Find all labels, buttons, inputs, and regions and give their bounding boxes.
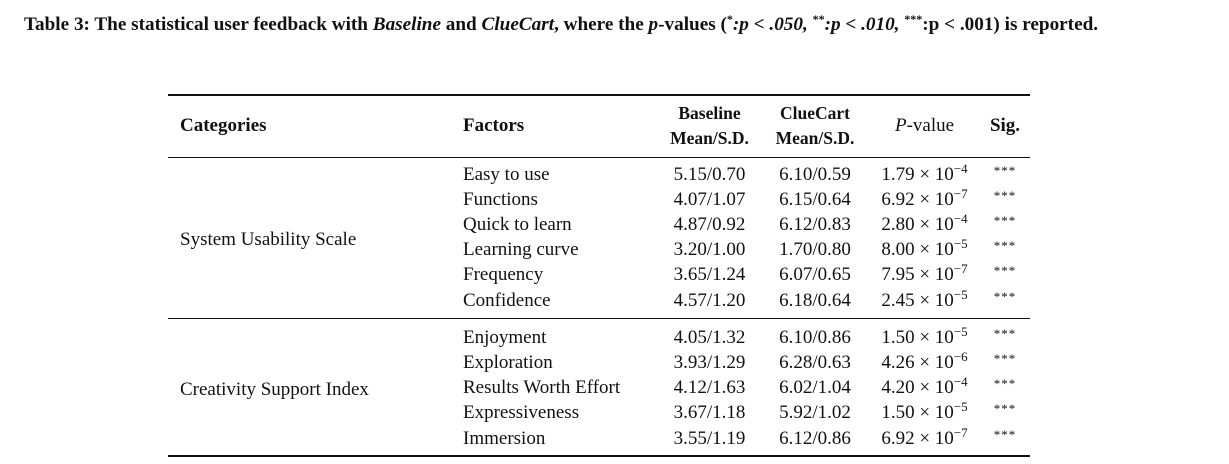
header-factors: Factors bbox=[463, 115, 525, 137]
caption-threshold-010: :p < .010, bbox=[824, 14, 905, 35]
table-caption bbox=[24, 12, 1209, 38]
pvalue-cell bbox=[869, 318, 980, 350]
pvalue-exponent: −5 bbox=[953, 286, 968, 302]
pvalue-mantissa: 1.50 × 10 bbox=[881, 326, 954, 348]
pvalue-cell bbox=[869, 262, 980, 287]
sig-cell bbox=[980, 212, 1030, 237]
sig-cell bbox=[980, 318, 1030, 350]
cluecart-cell: 1.70/0.80 bbox=[779, 239, 851, 261]
factor-cell: Learning curve bbox=[463, 239, 579, 261]
cluecart-cell: 6.12/0.83 bbox=[779, 213, 851, 235]
caption-p-symbol: p bbox=[648, 14, 659, 35]
category-label: Creativity Support Index bbox=[180, 379, 369, 401]
cluecart-cell: 6.10/0.59 bbox=[779, 163, 851, 185]
significance-stars: *** bbox=[993, 401, 1017, 417]
pvalue-cell bbox=[869, 157, 980, 187]
significance-stars: *** bbox=[993, 426, 1017, 442]
caption-star2: ** bbox=[812, 12, 825, 26]
baseline-cell: 4.05/1.32 bbox=[673, 326, 746, 348]
pvalue-mantissa: 4.26 × 10 bbox=[881, 351, 954, 373]
significance-stars: *** bbox=[993, 376, 1017, 392]
factor-cell: Frequency bbox=[463, 264, 544, 286]
caption-star3: *** bbox=[904, 12, 923, 26]
pvalue-mantissa: 1.79 × 10 bbox=[881, 163, 954, 185]
pvalue-mantissa: 2.45 × 10 bbox=[881, 289, 954, 311]
sig-cell bbox=[980, 157, 1030, 187]
table-row bbox=[168, 318, 1030, 350]
baseline-cell: 4.07/1.07 bbox=[673, 188, 746, 210]
group-creativity-support bbox=[168, 318, 1030, 456]
significance-stars: *** bbox=[993, 350, 1017, 366]
pvalue-mantissa: 6.92 × 10 bbox=[881, 427, 954, 449]
pvalue-mantissa: 7.95 × 10 bbox=[881, 264, 954, 286]
table-header bbox=[168, 95, 1030, 157]
header-sig: Sig. bbox=[989, 115, 1021, 137]
sig-cell bbox=[980, 187, 1030, 212]
caption-text: Table 3: The statistical user feedback with bbox=[24, 14, 373, 35]
header-cluecart-line1: ClueCart bbox=[780, 103, 850, 124]
factor-cell: Expressiveness bbox=[463, 402, 580, 424]
pvalue-exponent: −4 bbox=[953, 374, 968, 390]
sig-cell bbox=[980, 426, 1030, 456]
pvalue-mantissa: 6.92 × 10 bbox=[881, 188, 954, 210]
pvalue-mantissa: 8.00 × 10 bbox=[881, 239, 954, 261]
header-pvalue bbox=[869, 95, 980, 157]
baseline-cell: 3.55/1.19 bbox=[673, 427, 746, 449]
caption-baseline: Baseline bbox=[372, 14, 441, 35]
pvalue-cell bbox=[869, 187, 980, 212]
pvalue-exponent: −5 bbox=[953, 236, 968, 252]
pvalue-exponent: −4 bbox=[953, 160, 968, 176]
significance-stars: *** bbox=[993, 187, 1017, 203]
sig-cell bbox=[980, 237, 1030, 262]
baseline-cell: 3.67/1.18 bbox=[673, 402, 746, 424]
header-baseline bbox=[658, 95, 761, 157]
significance-stars: *** bbox=[993, 238, 1017, 254]
significance-stars: *** bbox=[993, 212, 1017, 228]
baseline-cell: 4.12/1.63 bbox=[673, 377, 746, 399]
category-label: System Usability Scale bbox=[180, 229, 357, 250]
caption-threshold-001: :p < .001) is reported. bbox=[922, 14, 1099, 35]
cluecart-cell: 6.18/0.64 bbox=[779, 289, 851, 311]
header-pvalue-p: P bbox=[894, 115, 907, 137]
pvalue-cell bbox=[869, 400, 980, 425]
factor-cell: Confidence bbox=[463, 289, 551, 311]
pvalue-cell bbox=[869, 350, 980, 375]
sig-cell bbox=[980, 400, 1030, 425]
pvalue-exponent: −7 bbox=[953, 185, 968, 201]
header-pvalue-rest: -value bbox=[906, 115, 955, 137]
caption-text: -values ( bbox=[658, 14, 727, 35]
cluecart-cell: 6.12/0.86 bbox=[779, 427, 851, 449]
sig-cell bbox=[980, 288, 1030, 319]
cluecart-cell: 6.02/1.04 bbox=[779, 377, 851, 399]
pvalue-mantissa: 2.80 × 10 bbox=[881, 213, 954, 235]
table-row bbox=[168, 157, 1030, 187]
header-baseline-line1: Baseline bbox=[678, 103, 741, 124]
header-row bbox=[168, 95, 1030, 157]
group-system-usability bbox=[168, 157, 1030, 318]
factor-cell: Results Worth Effort bbox=[463, 377, 621, 399]
factor-cell: Enjoyment bbox=[463, 326, 547, 348]
baseline-cell: 3.65/1.24 bbox=[673, 264, 746, 286]
pvalue-exponent: −5 bbox=[953, 323, 968, 339]
factor-cell: Easy to use bbox=[463, 163, 550, 185]
pvalue-cell bbox=[869, 426, 980, 456]
pvalue-exponent: −6 bbox=[953, 348, 968, 364]
baseline-cell: 3.93/1.29 bbox=[673, 351, 746, 373]
cluecart-cell: 6.07/0.65 bbox=[779, 264, 851, 286]
baseline-cell: 4.87/0.92 bbox=[673, 213, 746, 235]
pvalue-exponent: −5 bbox=[953, 399, 968, 415]
cluecart-cell: 6.15/0.64 bbox=[779, 188, 851, 210]
significance-stars: *** bbox=[993, 162, 1017, 178]
pvalue-exponent: −7 bbox=[953, 261, 968, 277]
caption-cluecart: ClueCart bbox=[481, 14, 555, 35]
significance-stars: *** bbox=[993, 325, 1017, 341]
pvalue-mantissa: 4.20 × 10 bbox=[881, 377, 954, 399]
baseline-cell: 5.15/0.70 bbox=[673, 163, 746, 185]
pvalue-exponent: −4 bbox=[953, 210, 968, 226]
cluecart-cell: 6.10/0.86 bbox=[779, 326, 851, 348]
factor-cell: Quick to learn bbox=[463, 213, 572, 235]
caption-text: and bbox=[441, 14, 482, 35]
factor-cell: Immersion bbox=[463, 427, 546, 449]
header-cluecart-line2: Mean/S.D. bbox=[775, 128, 855, 149]
header-categories: Categories bbox=[180, 115, 267, 137]
header-cluecart bbox=[761, 95, 869, 157]
factor-cell: Functions bbox=[463, 188, 538, 210]
sig-cell bbox=[980, 262, 1030, 287]
baseline-cell: 3.20/1.00 bbox=[673, 239, 746, 261]
significance-stars: *** bbox=[993, 263, 1017, 279]
cluecart-cell: 6.28/0.63 bbox=[779, 351, 851, 373]
sig-cell bbox=[980, 350, 1030, 375]
pvalue-cell bbox=[869, 237, 980, 262]
caption-star1: * bbox=[726, 12, 733, 26]
pvalue-cell bbox=[869, 212, 980, 237]
baseline-cell: 4.57/1.20 bbox=[673, 289, 746, 311]
sig-cell bbox=[980, 375, 1030, 400]
cluecart-cell: 5.92/1.02 bbox=[779, 402, 851, 424]
pvalue-cell bbox=[869, 288, 980, 319]
significance-stars: *** bbox=[993, 288, 1017, 304]
pvalue-cell bbox=[869, 375, 980, 400]
feedback-table bbox=[168, 94, 1030, 457]
caption-threshold-050: :p < .050, bbox=[732, 14, 813, 35]
pvalue-exponent: −7 bbox=[953, 424, 968, 440]
pvalue-mantissa: 1.50 × 10 bbox=[881, 402, 954, 424]
caption-text: , where the bbox=[554, 14, 649, 35]
header-baseline-line2: Mean/S.D. bbox=[670, 128, 749, 149]
factor-cell: Exploration bbox=[463, 351, 553, 373]
